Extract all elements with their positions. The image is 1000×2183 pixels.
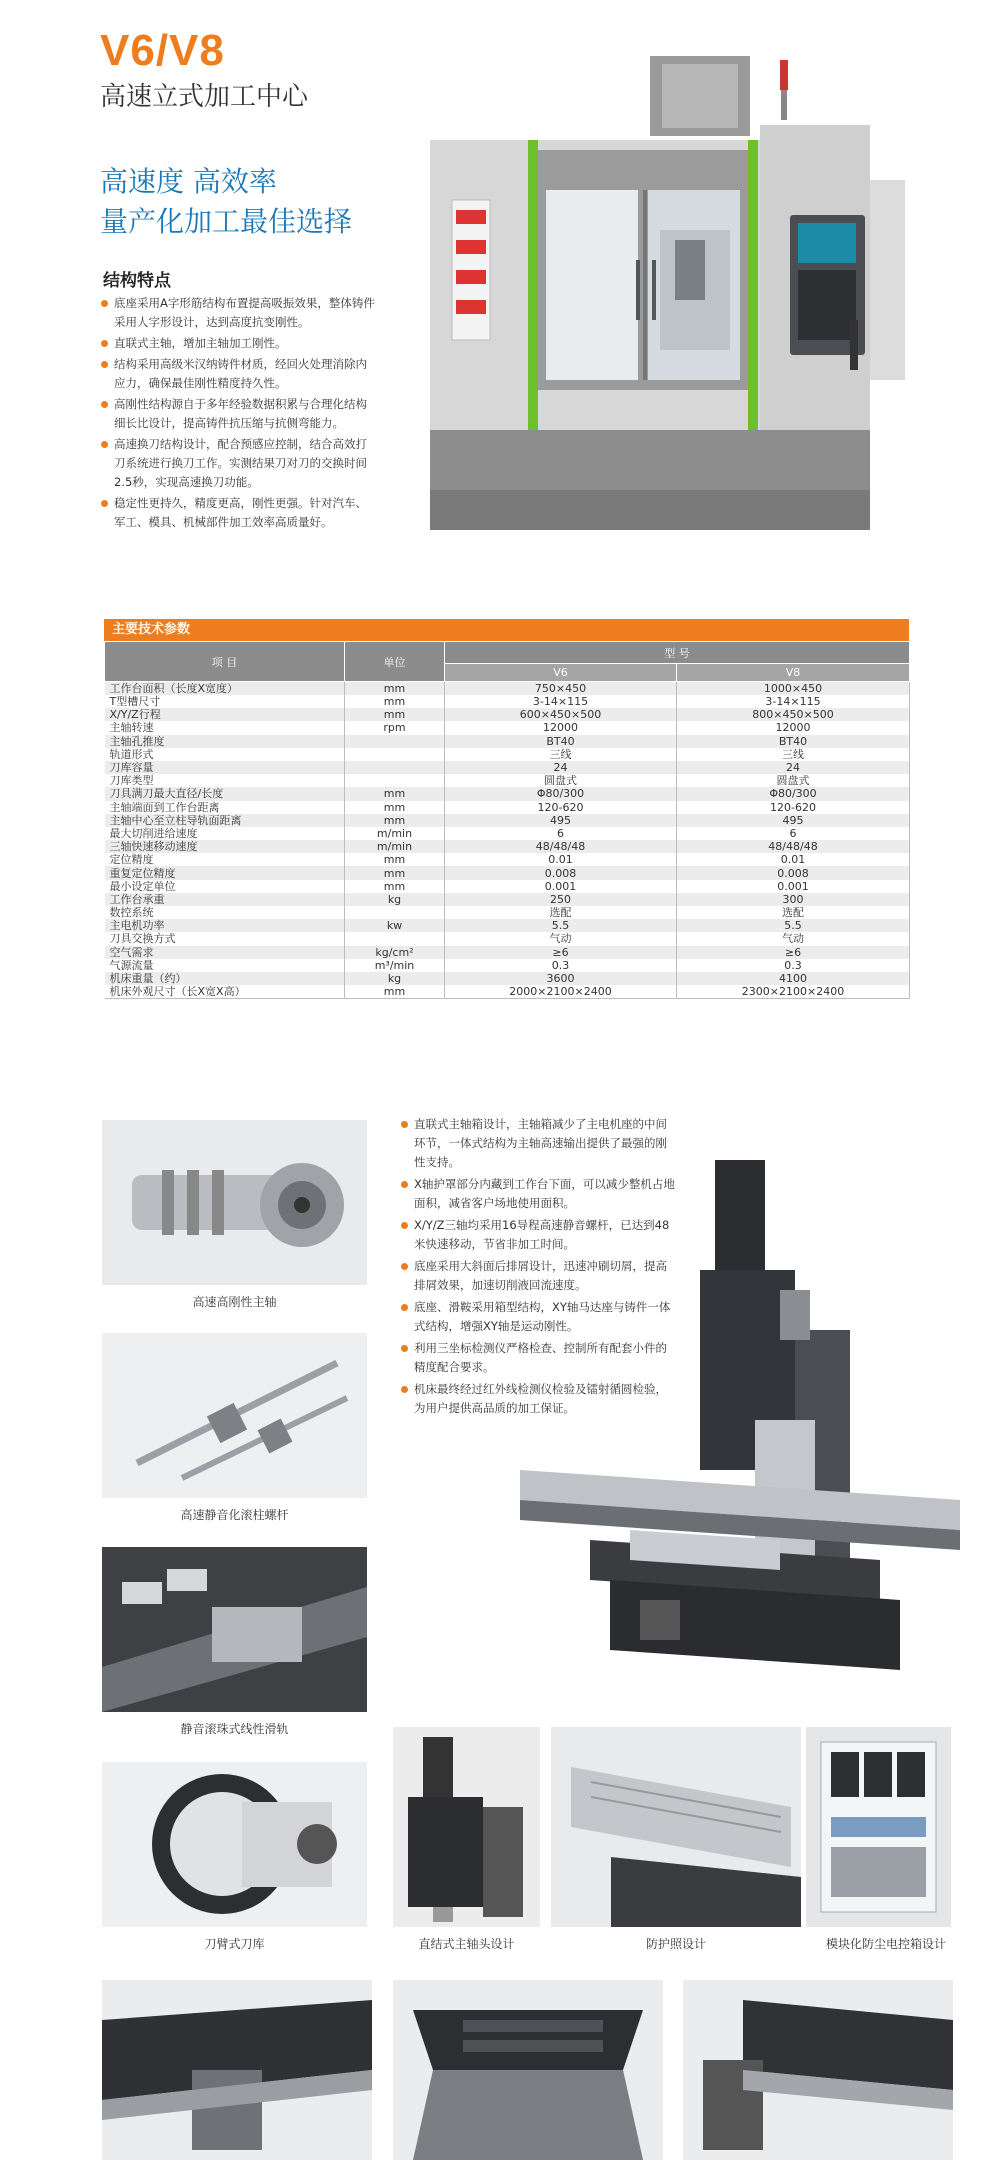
spec-cell-item: 定位精度 bbox=[105, 853, 345, 866]
spec-cell-unit: kg bbox=[345, 972, 445, 985]
spec-cell-unit: mm bbox=[345, 814, 445, 827]
bullet-icon bbox=[401, 1263, 408, 1270]
detail-text: 利用三坐标检测仪严格检查、控制所有配套小件的精度配合要求。 bbox=[414, 1341, 667, 1374]
spec-row bbox=[105, 695, 910, 708]
spec-row bbox=[105, 801, 910, 814]
spec-cell-unit: mm bbox=[345, 985, 445, 999]
spec-cell-item: 轨道形式 bbox=[105, 748, 345, 761]
spec-cell-item: 三轴快速移动速度 bbox=[105, 840, 345, 853]
bullet-icon bbox=[101, 340, 108, 347]
spec-cell-v6: 选配 bbox=[445, 906, 677, 919]
spec-cell-v8: 495 bbox=[677, 814, 910, 827]
spec-cell-item: X/Y/Z行程 bbox=[105, 708, 345, 721]
spec-cell-item: 工作台承重 bbox=[105, 893, 345, 906]
spec-cell-unit bbox=[345, 774, 445, 787]
detail-text: 直联式主轴箱设计，主轴箱减少了主电机座的中间环节，一体式结构为主轴高速输出提供了最强的刚性支持。 bbox=[414, 1117, 667, 1169]
header-item: 项 目 bbox=[105, 642, 345, 682]
spec-table-body bbox=[105, 682, 910, 999]
spec-cell-item: 刀具满刀最大直径/长度 bbox=[105, 787, 345, 800]
spec-cell-v6: 0.008 bbox=[445, 866, 677, 879]
caption-tool-magazine: 刀臂式刀库 bbox=[204, 1937, 265, 1951]
spec-cell-item: 机床重量（约） bbox=[105, 972, 345, 985]
bottom-photo-1 bbox=[102, 1980, 372, 2160]
spec-row bbox=[105, 853, 910, 866]
spec-row bbox=[105, 827, 910, 840]
bullet-icon bbox=[401, 1304, 408, 1311]
feature-text: 稳定性更持久，精度更高，刚性更强。针对汽车、军工、模具、机械部件加工效率高质量好。 bbox=[114, 496, 367, 529]
spec-cell-item: 主轴中心至立柱导轨面距离 bbox=[105, 814, 345, 827]
spec-cell-v6: 2000×2100×2400 bbox=[445, 985, 677, 999]
header-unit: 单位 bbox=[345, 642, 445, 682]
feature-text: 结构采用高级米汉纳铸件材质，经回火处理消除内应力，确保最佳刚性精度持久性。 bbox=[114, 357, 367, 390]
direct-spindle-head-photo bbox=[393, 1727, 540, 1927]
spec-cell-v6: 6 bbox=[445, 827, 677, 840]
spec-cell-item: 主轴孔推度 bbox=[105, 735, 345, 748]
spec-cell-item: 主轴转速 bbox=[105, 721, 345, 734]
spec-cell-v8: 4100 bbox=[677, 972, 910, 985]
spec-cell-v6: 750×450 bbox=[445, 682, 677, 696]
detail-text: 底座采用大斜面后排屑设计，迅速冲刷切屑，提高排屑效果，加速切削液回流速度。 bbox=[414, 1259, 667, 1292]
spec-cell-unit: m³/min bbox=[345, 959, 445, 972]
spec-cell-v8: 0.008 bbox=[677, 866, 910, 879]
bullet-icon bbox=[401, 1345, 408, 1352]
bullet-icon bbox=[101, 401, 108, 408]
spec-cell-v6: 600×450×500 bbox=[445, 708, 677, 721]
spec-row bbox=[105, 985, 910, 999]
bullet-icon bbox=[101, 361, 108, 368]
spec-cell-v8: 三线 bbox=[677, 748, 910, 761]
spec-cell-v6: ≥6 bbox=[445, 946, 677, 959]
spec-cell-v8: 0.3 bbox=[677, 959, 910, 972]
spec-cell-v8: 0.001 bbox=[677, 880, 910, 893]
spec-cell-unit: mm bbox=[345, 682, 445, 696]
spec-row bbox=[105, 735, 910, 748]
spec-cell-v6: 12000 bbox=[445, 721, 677, 734]
feature-text: 底座采用A字形筋结构布置提高吸振效果，整体铸件采用人字形设计，达到高度抗变刚性。 bbox=[114, 296, 375, 329]
feature-item bbox=[100, 334, 378, 353]
linear-guide-photo bbox=[102, 1547, 367, 1712]
spec-cell-v8: 6 bbox=[677, 827, 910, 840]
spec-cell-v6: 0.01 bbox=[445, 853, 677, 866]
spec-row bbox=[105, 721, 910, 734]
detail-text: X/Y/Z三轴均采用16导程高速静音螺杆，已达到48米快速移动，节省非加工时间。 bbox=[414, 1218, 670, 1251]
spec-cell-v8: Φ80/300 bbox=[677, 787, 910, 800]
bottom-photo-3 bbox=[683, 1980, 953, 2160]
spec-cell-v6: 250 bbox=[445, 893, 677, 906]
spec-cell-unit: kw bbox=[345, 919, 445, 932]
machine-structure-image bbox=[520, 1130, 960, 1680]
control-box-photo bbox=[806, 1727, 951, 1927]
spec-cell-v6: 圆盘式 bbox=[445, 774, 677, 787]
spec-cell-v6: 气动 bbox=[445, 932, 677, 945]
bullet-icon bbox=[401, 1222, 408, 1229]
spec-cell-v8: 800×450×500 bbox=[677, 708, 910, 721]
spec-cell-v6: Φ80/300 bbox=[445, 787, 677, 800]
spec-cell-v8: 5.5 bbox=[677, 919, 910, 932]
spec-row bbox=[105, 708, 910, 721]
spec-cell-v8: BT40 bbox=[677, 735, 910, 748]
detail-text: 底座、滑鞍采用箱型结构，XY轴马达座与铸件一体式结构，增强XY轴是运动刚性。 bbox=[414, 1300, 671, 1333]
caption-control-box: 模块化防尘电控箱设计 bbox=[825, 1937, 946, 1951]
spec-cell-v6: 48/48/48 bbox=[445, 840, 677, 853]
caption-guard: 防护照设计 bbox=[645, 1937, 706, 1951]
spec-cell-v6: 3-14×115 bbox=[445, 695, 677, 708]
spec-cell-v8: 24 bbox=[677, 761, 910, 774]
spec-cell-v6: 3600 bbox=[445, 972, 677, 985]
slogan-line-2: 量产化加工最佳选择 bbox=[100, 205, 353, 238]
spec-cell-unit: mm bbox=[345, 866, 445, 879]
spec-cell-unit: kg bbox=[345, 893, 445, 906]
spec-cell-v6: BT40 bbox=[445, 735, 677, 748]
spec-cell-unit bbox=[345, 761, 445, 774]
spec-cell-unit: mm bbox=[345, 787, 445, 800]
spec-cell-v8: 300 bbox=[677, 893, 910, 906]
spec-row bbox=[105, 906, 910, 919]
spec-cell-v8: 圆盘式 bbox=[677, 774, 910, 787]
detail-text: X轴护罩部分内藏到工作台下面，可以减少整机占地面积，减省客户场地使用面积。 bbox=[414, 1177, 675, 1210]
spec-cell-v8: 选配 bbox=[677, 906, 910, 919]
spec-cell-item: 最小设定单位 bbox=[105, 880, 345, 893]
spec-cell-v8: 48/48/48 bbox=[677, 840, 910, 853]
spec-cell-unit: mm bbox=[345, 880, 445, 893]
spec-cell-item: 气源流量 bbox=[105, 959, 345, 972]
spec-cell-item: 机床外观尺寸（长X宽X高） bbox=[105, 985, 345, 999]
spec-cell-unit: m/min bbox=[345, 840, 445, 853]
slogan-line-1: 高速度 高效率 bbox=[100, 165, 277, 198]
ballscrew-photo bbox=[102, 1333, 367, 1498]
bullet-icon bbox=[101, 441, 108, 448]
spec-cell-item: 空气需求 bbox=[105, 946, 345, 959]
spec-cell-unit: rpm bbox=[345, 721, 445, 734]
spec-row bbox=[105, 959, 910, 972]
spec-row bbox=[105, 814, 910, 827]
spec-cell-v6: 0.001 bbox=[445, 880, 677, 893]
features-heading: 结构特点 bbox=[103, 271, 171, 291]
header-v8: V8 bbox=[677, 664, 910, 682]
spec-row bbox=[105, 774, 910, 787]
spec-cell-v8: 12000 bbox=[677, 721, 910, 734]
spec-cell-v6: 三线 bbox=[445, 748, 677, 761]
detail-text: 机床最终经过红外线检测仪检验及镭射循圆检验，为用户提供高品质的加工保证。 bbox=[414, 1382, 667, 1415]
spec-cell-v8: 3-14×115 bbox=[677, 695, 910, 708]
caption-ballscrew: 高速静音化滚柱螺杆 bbox=[180, 1508, 289, 1522]
spec-cell-v8: ≥6 bbox=[677, 946, 910, 959]
spec-cell-v6: 24 bbox=[445, 761, 677, 774]
machine-hero-image bbox=[410, 50, 930, 560]
spec-cell-unit bbox=[345, 906, 445, 919]
spec-cell-item: 主轴端面到工作台距离 bbox=[105, 801, 345, 814]
spec-row bbox=[105, 919, 910, 932]
guard-photo bbox=[551, 1727, 801, 1927]
spec-row bbox=[105, 840, 910, 853]
spec-row bbox=[105, 880, 910, 893]
bullet-icon bbox=[401, 1181, 408, 1188]
feature-item bbox=[100, 494, 378, 532]
spec-cell-item: T型槽尺寸 bbox=[105, 695, 345, 708]
feature-item bbox=[100, 395, 378, 433]
spec-cell-unit: kg/cm² bbox=[345, 946, 445, 959]
spec-cell-item: 刀库类型 bbox=[105, 774, 345, 787]
caption-linear-guide: 静音滚珠式线性滑轨 bbox=[180, 1722, 289, 1736]
spec-cell-unit: mm bbox=[345, 801, 445, 814]
spec-cell-unit: mm bbox=[345, 708, 445, 721]
bullet-icon bbox=[101, 500, 108, 507]
spec-cell-item: 数控系统 bbox=[105, 906, 345, 919]
bullet-icon bbox=[401, 1121, 408, 1128]
tool-magazine-photo bbox=[102, 1762, 367, 1927]
features-list bbox=[100, 294, 378, 534]
feature-text: 高速换刀结构设计，配合预感应控制，结合高效打刀系统进行换刀工作。实测结果刀对刀的交换时间2.5秒，实现高速换刀功能。 bbox=[114, 437, 367, 489]
caption-direct-spindle-head: 直结式主轴头设计 bbox=[418, 1937, 515, 1951]
spec-cell-v8: 0.01 bbox=[677, 853, 910, 866]
spec-section-title: 主要技术参数 bbox=[104, 619, 909, 641]
spec-row bbox=[105, 893, 910, 906]
header-model: 型 号 bbox=[445, 642, 910, 664]
header-v6: V6 bbox=[445, 664, 677, 682]
product-title: V6/V8 bbox=[100, 26, 225, 75]
spec-cell-v6: 0.3 bbox=[445, 959, 677, 972]
spec-cell-unit bbox=[345, 735, 445, 748]
spec-cell-unit bbox=[345, 748, 445, 761]
spec-cell-v8: 2300×2100×2400 bbox=[677, 985, 910, 999]
spec-row bbox=[105, 946, 910, 959]
spec-cell-v8: 气动 bbox=[677, 932, 910, 945]
spec-row bbox=[105, 787, 910, 800]
spec-cell-item: 主电机功率 bbox=[105, 919, 345, 932]
spec-row bbox=[105, 932, 910, 945]
feature-item bbox=[100, 435, 378, 492]
product-subtitle: 高速立式加工中心 bbox=[100, 82, 309, 112]
spec-cell-v8: 1000×450 bbox=[677, 682, 910, 696]
feature-text: 高刚性结构源自于多年经验数据积累与合理化结构细长比设计，提高铸件抗压缩与抗侧弯能力。 bbox=[114, 397, 367, 430]
feature-text: 直联式主轴，增加主轴加工刚性。 bbox=[114, 336, 287, 350]
bullet-icon bbox=[101, 300, 108, 307]
bullet-icon bbox=[401, 1386, 408, 1393]
spec-row bbox=[105, 972, 910, 985]
feature-item bbox=[100, 294, 378, 332]
spec-row bbox=[105, 748, 910, 761]
spec-cell-v6: 120-620 bbox=[445, 801, 677, 814]
spec-cell-item: 刀具交换方式 bbox=[105, 932, 345, 945]
spec-cell-item: 工作台面积（长度X宽度） bbox=[105, 682, 345, 696]
spec-cell-unit: mm bbox=[345, 853, 445, 866]
caption-spindle: 高速高刚性主轴 bbox=[192, 1295, 277, 1309]
bottom-photo-2 bbox=[393, 1980, 663, 2160]
spec-row bbox=[105, 866, 910, 879]
spindle-photo bbox=[102, 1120, 367, 1285]
spec-cell-item: 最大切削进给速度 bbox=[105, 827, 345, 840]
spec-cell-unit: mm bbox=[345, 695, 445, 708]
spec-cell-unit: m/min bbox=[345, 827, 445, 840]
spec-cell-unit bbox=[345, 932, 445, 945]
spec-cell-v6: 5.5 bbox=[445, 919, 677, 932]
spec-table bbox=[104, 641, 910, 999]
feature-item bbox=[100, 355, 378, 393]
spec-cell-item: 刀库容量 bbox=[105, 761, 345, 774]
spec-row bbox=[105, 761, 910, 774]
spec-cell-v8: 120-620 bbox=[677, 801, 910, 814]
spec-cell-v6: 495 bbox=[445, 814, 677, 827]
spec-cell-item: 重复定位精度 bbox=[105, 866, 345, 879]
spec-row bbox=[105, 682, 910, 696]
